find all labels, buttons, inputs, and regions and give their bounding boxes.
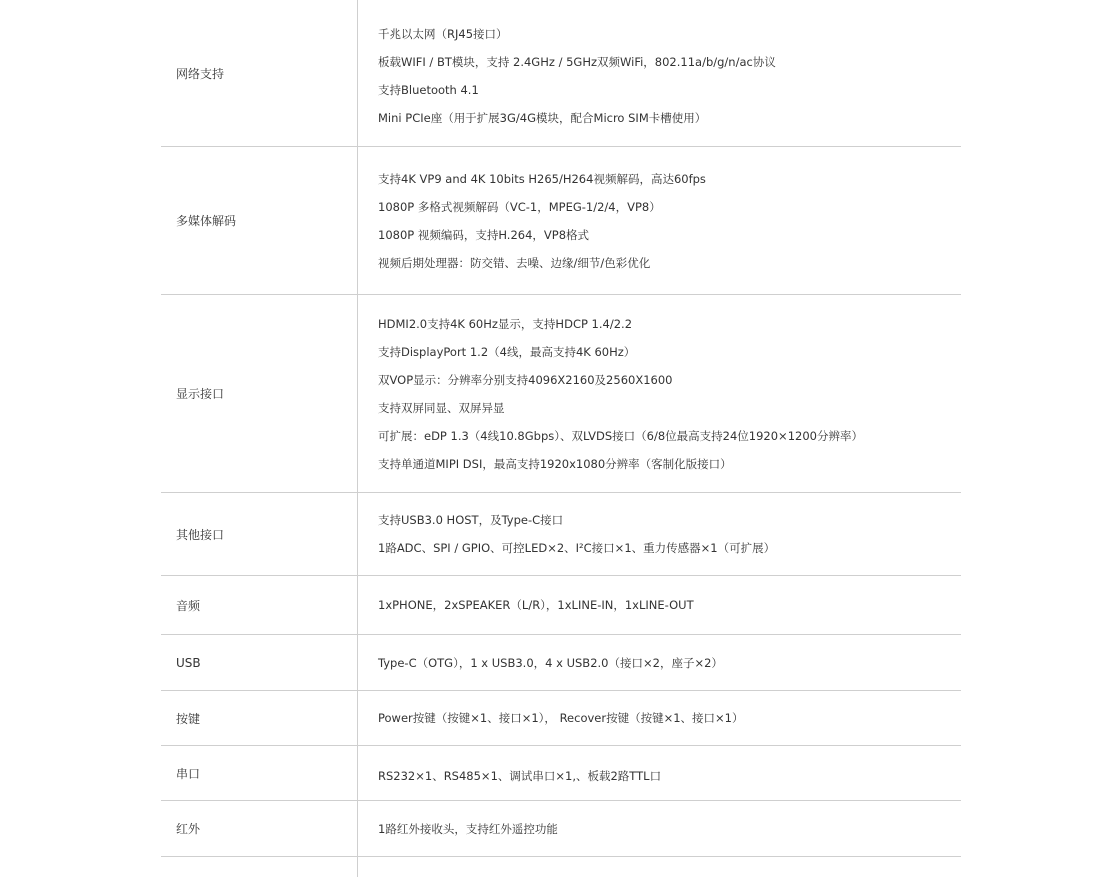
spec-value: 视频后期处理器：防交错、去噪、边缘/细节/色彩优化: [378, 255, 651, 270]
spec-label: 按键: [161, 691, 358, 745]
next-row-partial: [161, 857, 961, 877]
column-divider: [357, 857, 358, 877]
spec-value: 可扩展：eDP 1.3（4线10.8Gbps）、双LVDS接口（6/8位最高支持24位1920×1200分辨率）: [378, 428, 863, 443]
spec-values: [358, 746, 961, 800]
spec-row-infrared: [161, 801, 961, 857]
spec-label: 串口: [161, 746, 358, 800]
spec-value: 支持双屏同显、双屏异显: [378, 400, 505, 415]
spec-value: 1xPHONE，2xSPEAKER（L/R），1xLINE-IN，1xLINE-OUT: [378, 598, 694, 612]
spec-label: USB: [161, 635, 358, 690]
spec-row-usb: [161, 635, 961, 691]
spec-values: [358, 801, 961, 856]
spec-value: HDMI2.0支持4K 60Hz显示，支持HDCP 1.4/2.2: [378, 316, 633, 331]
spec-values: [358, 493, 961, 575]
spec-value: Mini PCIe座（用于扩展3G/4G模块，配合Micro SIM卡槽使用）: [378, 111, 707, 125]
spec-values: [358, 295, 961, 492]
spec-values: [358, 635, 961, 690]
spec-label: 网络支持: [161, 0, 358, 146]
spec-row-other-interfaces: [161, 493, 961, 576]
spec-row-multimedia: [161, 147, 961, 295]
spec-values: [358, 147, 961, 294]
spec-value: 1080P 多格式视频解码（VC-1，MPEG-1/2/4，VP8）: [378, 199, 661, 214]
spec-value: 1080P 视频编码，支持H.264，VP8格式: [378, 227, 590, 242]
spec-values: [358, 691, 961, 745]
spec-value: RS232×1、RS485×1、调试串口×1,、板载2路TTL口: [378, 769, 662, 783]
spec-value: 千兆以太网（RJ45接口）: [378, 27, 508, 41]
spec-value: Type-C（OTG），1 x USB3.0，4 x USB2.0（接口×2，座子×2）: [378, 655, 723, 670]
spec-value: 1路红外接收头，支持红外遥控功能: [378, 821, 558, 836]
spec-label: 其他接口: [161, 493, 358, 575]
spec-value: 支持DisplayPort 1.2（4线，最高支持4K 60Hz）: [378, 344, 636, 359]
spec-row-audio: [161, 576, 961, 635]
spec-value: Power按键（按键×1、接口×1）， Recover按键（按键×1、接口×1）: [378, 711, 744, 725]
spec-label: 多媒体解码: [161, 147, 358, 294]
spec-row-serial: [161, 746, 961, 801]
spec-value: 支持Bluetooth 4.1: [378, 83, 479, 97]
spec-value: 支持USB3.0 HOST，及Type-C接口: [378, 513, 564, 527]
spec-table: [161, 0, 961, 857]
spec-row-network: [161, 0, 961, 147]
spec-row-display: [161, 295, 961, 493]
spec-label: 音频: [161, 576, 358, 634]
spec-values: [358, 0, 961, 146]
spec-values: [358, 576, 961, 634]
spec-label: 显示接口: [161, 295, 358, 492]
spec-value: 支持单通道MIPI DSI，最高支持1920x1080分辨率（客制化版接口）: [378, 456, 732, 471]
spec-value: 双VOP显示：分辨率分别支持4096X2160及2560X1600: [378, 372, 673, 387]
spec-value: 支持4K VP9 and 4K 10bits H265/H264视频解码，高达60fps: [378, 171, 706, 186]
spec-label: 红外: [161, 801, 358, 856]
spec-value: 1路ADC、SPI / GPIO、可控LED×2、I²C接口×1、重力传感器×1（可扩展）: [378, 541, 776, 555]
spec-value: 板载WIFI / BT模块，支持 2.4GHz / 5GHz双频WiFi，802.11a/b/g/n/ac协议: [378, 55, 776, 69]
spec-row-buttons: [161, 691, 961, 746]
